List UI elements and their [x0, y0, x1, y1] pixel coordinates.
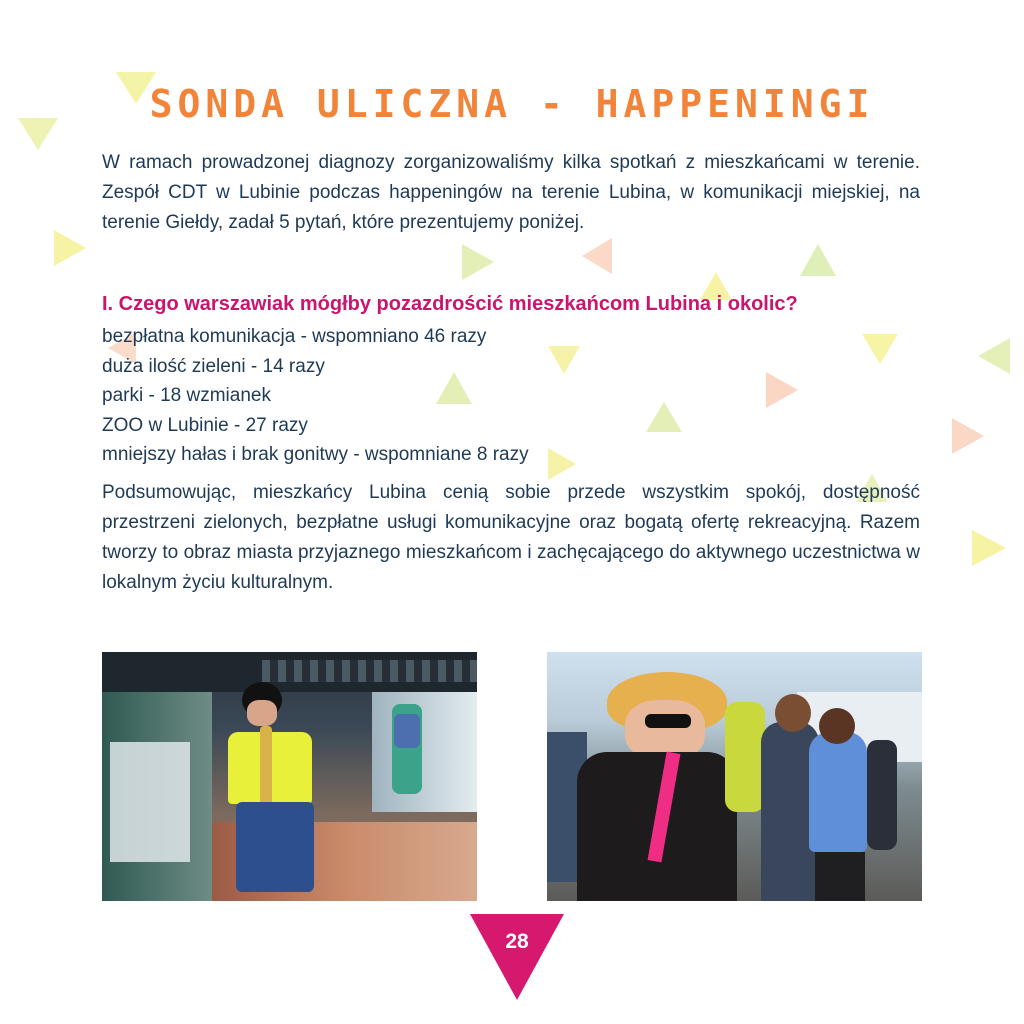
answer-item: duża ilość zieleni - 14 razy — [102, 355, 325, 377]
survey-question: I. Czego warszawiak mógłby pozazdrościć mieszkańcom Lubina i okolic? — [102, 293, 798, 315]
intro-paragraph: W ramach prowadzonej diagnozy zorganizowaliśmy kilka spotkań z mieszkańcami w terenie. Zespół CDT w Lubinie podczas happeningów na terenie Lubina, w komunikacji miejskiej, na terenie Giełdy, zadał 5 pytań, które prezentujemy poniżej. — [102, 152, 920, 233]
answer-item: mniejszy hałas i brak gonitwy - wspomniane 8 razy — [102, 444, 529, 465]
photo-street-survey — [547, 652, 922, 901]
deco-triangle — [54, 230, 86, 266]
page-number: 28 — [505, 930, 529, 953]
answer-item: parki - 18 wzmianek — [102, 385, 271, 406]
deco-triangle — [800, 244, 836, 276]
summary-paragraph: Podsumowując, mieszkańcy Lubina cenią sobie przede wszystkim spokój, dostępność przestrzeni zielonych, bezpłatne usługi komunikacyjne oraz bogatą ofertę rekreacyjną. Razem tworzy to obraz miasta przyjaznego mieszkańcom i zachęcającego do aktywnego uczestnictwa w lokalnym życiu kulturalnym. — [102, 482, 920, 593]
answer-item: ZOO w Lubinie - 27 razy — [102, 414, 308, 436]
photo-saxophonist — [102, 652, 477, 901]
deco-triangle — [952, 418, 984, 454]
answer-list — [102, 322, 920, 470]
answer-item: bezpłatna komunikacja - wspomniano 46 razy — [102, 326, 487, 347]
page-number-badge — [470, 914, 564, 1000]
deco-triangle — [972, 530, 1006, 566]
deco-triangle — [582, 238, 612, 274]
deco-triangle — [978, 338, 1010, 374]
deco-triangle — [462, 244, 494, 280]
page-title: SONDA ULICZNA - HAPPENINGI — [149, 82, 875, 126]
